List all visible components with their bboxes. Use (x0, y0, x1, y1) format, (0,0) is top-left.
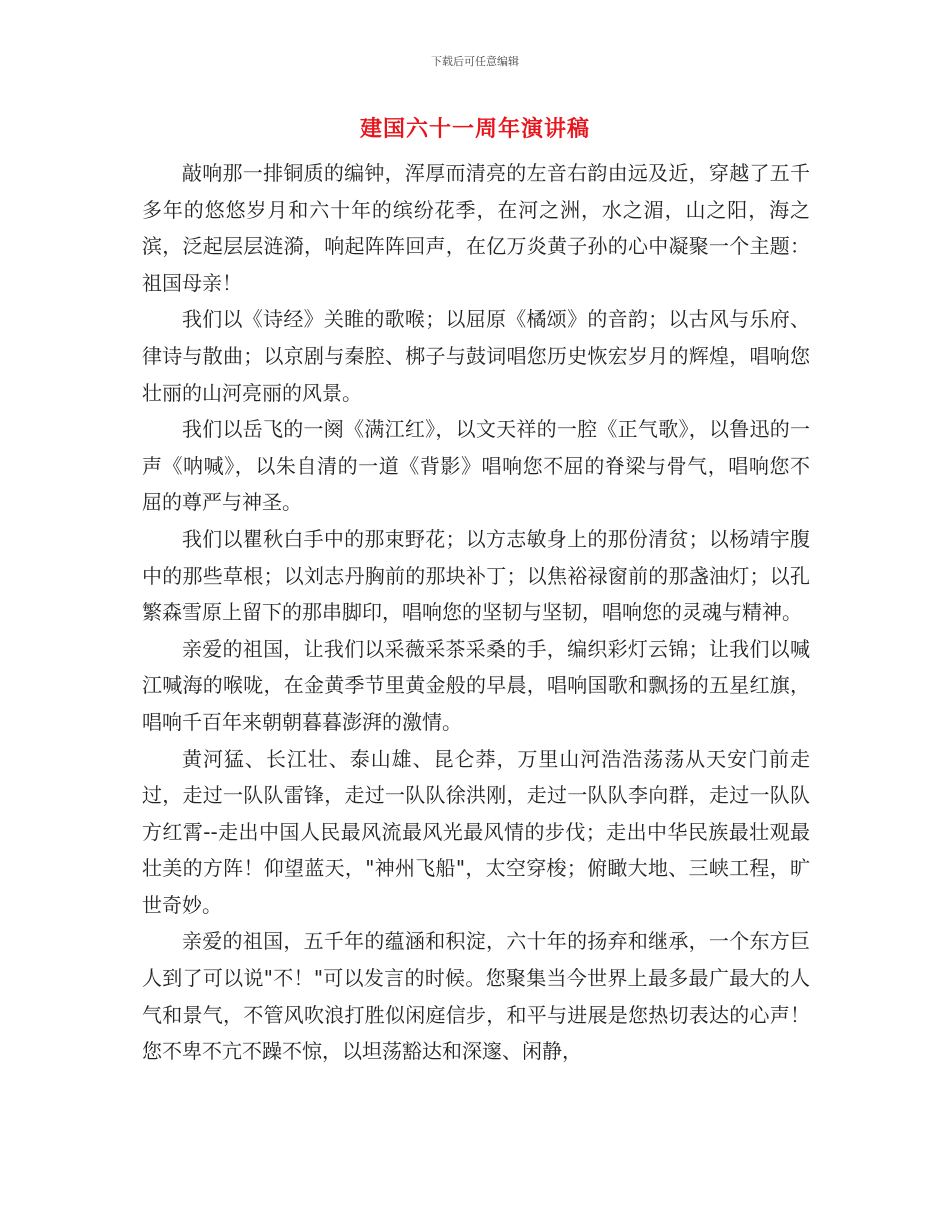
page-header-note: 下载后可任意编辑 (431, 55, 519, 68)
paragraph-7: 亲爱的祖国，五千年的蕴涵和积淀，六十年的扬弃和继承，一个东方巨人到了可以说"不！"可以发言的时候。您聚集当今世界上最多最广最大的人气和景气，不管风吹浪打胜似闲庭信步，和平与进展是您热切表达的心声！您不卑不亢不躁不惊，以坦荡豁达和深邃、闲静， (142, 929, 810, 1064)
paragraph-6: 黄河猛、长江壮、泰山雄、昆仑莽，万里山河浩浩荡荡从天安门前走过，走过一队队雷锋，走过一队队徐洪刚，走过一队队李向群，走过一队队方红霄--走出中国人民最风流最风光最风情的步伐；走出中华民族最壮观最壮美的方阵！仰望蓝天，"神州飞船"，太空穿梭；俯瞰大地、三峡工程，旷世奇妙。 (142, 746, 810, 917)
paragraph-1: 敲响那一排铜质的编钟，浑厚而清亮的左音右韵由远及近，穿越了五千多年的悠悠岁月和六十年的缤纷花季，在河之洲，水之湄，山之阳，海之滨，泛起层层涟漪，响起阵阵回声，在亿万炎黄子孙的心中凝聚一个主题：祖国母亲！ (142, 161, 810, 295)
document-title: 建国六十一周年演讲稿 (359, 117, 590, 142)
paragraph-4: 我们以瞿秋白手中的那束野花；以方志敏身上的那份清贫；以杨靖宇腹中的那些草根；以刘志丹胸前的那块补丁；以焦裕禄窗前的那盏油灯；以孔繁森雪原上留下的那串脚印，唱响您的坚韧与坚韧，唱响您的灵魂与精神。 (142, 526, 810, 625)
paragraph-3: 我们以岳飞的一阕《满江红》，以文天祥的一腔《正气歌》，以鲁迅的一声《呐喊》，以朱自清的一道《背影》唱响您不屈的脊梁与骨气，唱响您不屈的尊严与神圣。 (142, 417, 810, 515)
paragraph-5: 亲爱的祖国，让我们以采薇采茶采桑的手，编织彩灯云锦；让我们以喊江喊海的喉咙，在金黄季节里黄金般的早晨，唱响国歌和飘扬的五星红旗，唱响千百年来朝朝暮暮澎湃的激情。 (142, 636, 810, 734)
paragraph-2: 我们以《诗经》关睢的歌喉；以屈原《橘颂》的音韵；以古风与乐府、律诗与散曲；以京剧与秦腔、梆子与鼓词唱您历史恢宏岁月的辉煌，唱响您壮丽的山河亮丽的风景。 (142, 307, 810, 405)
document-body (142, 155, 810, 1070)
